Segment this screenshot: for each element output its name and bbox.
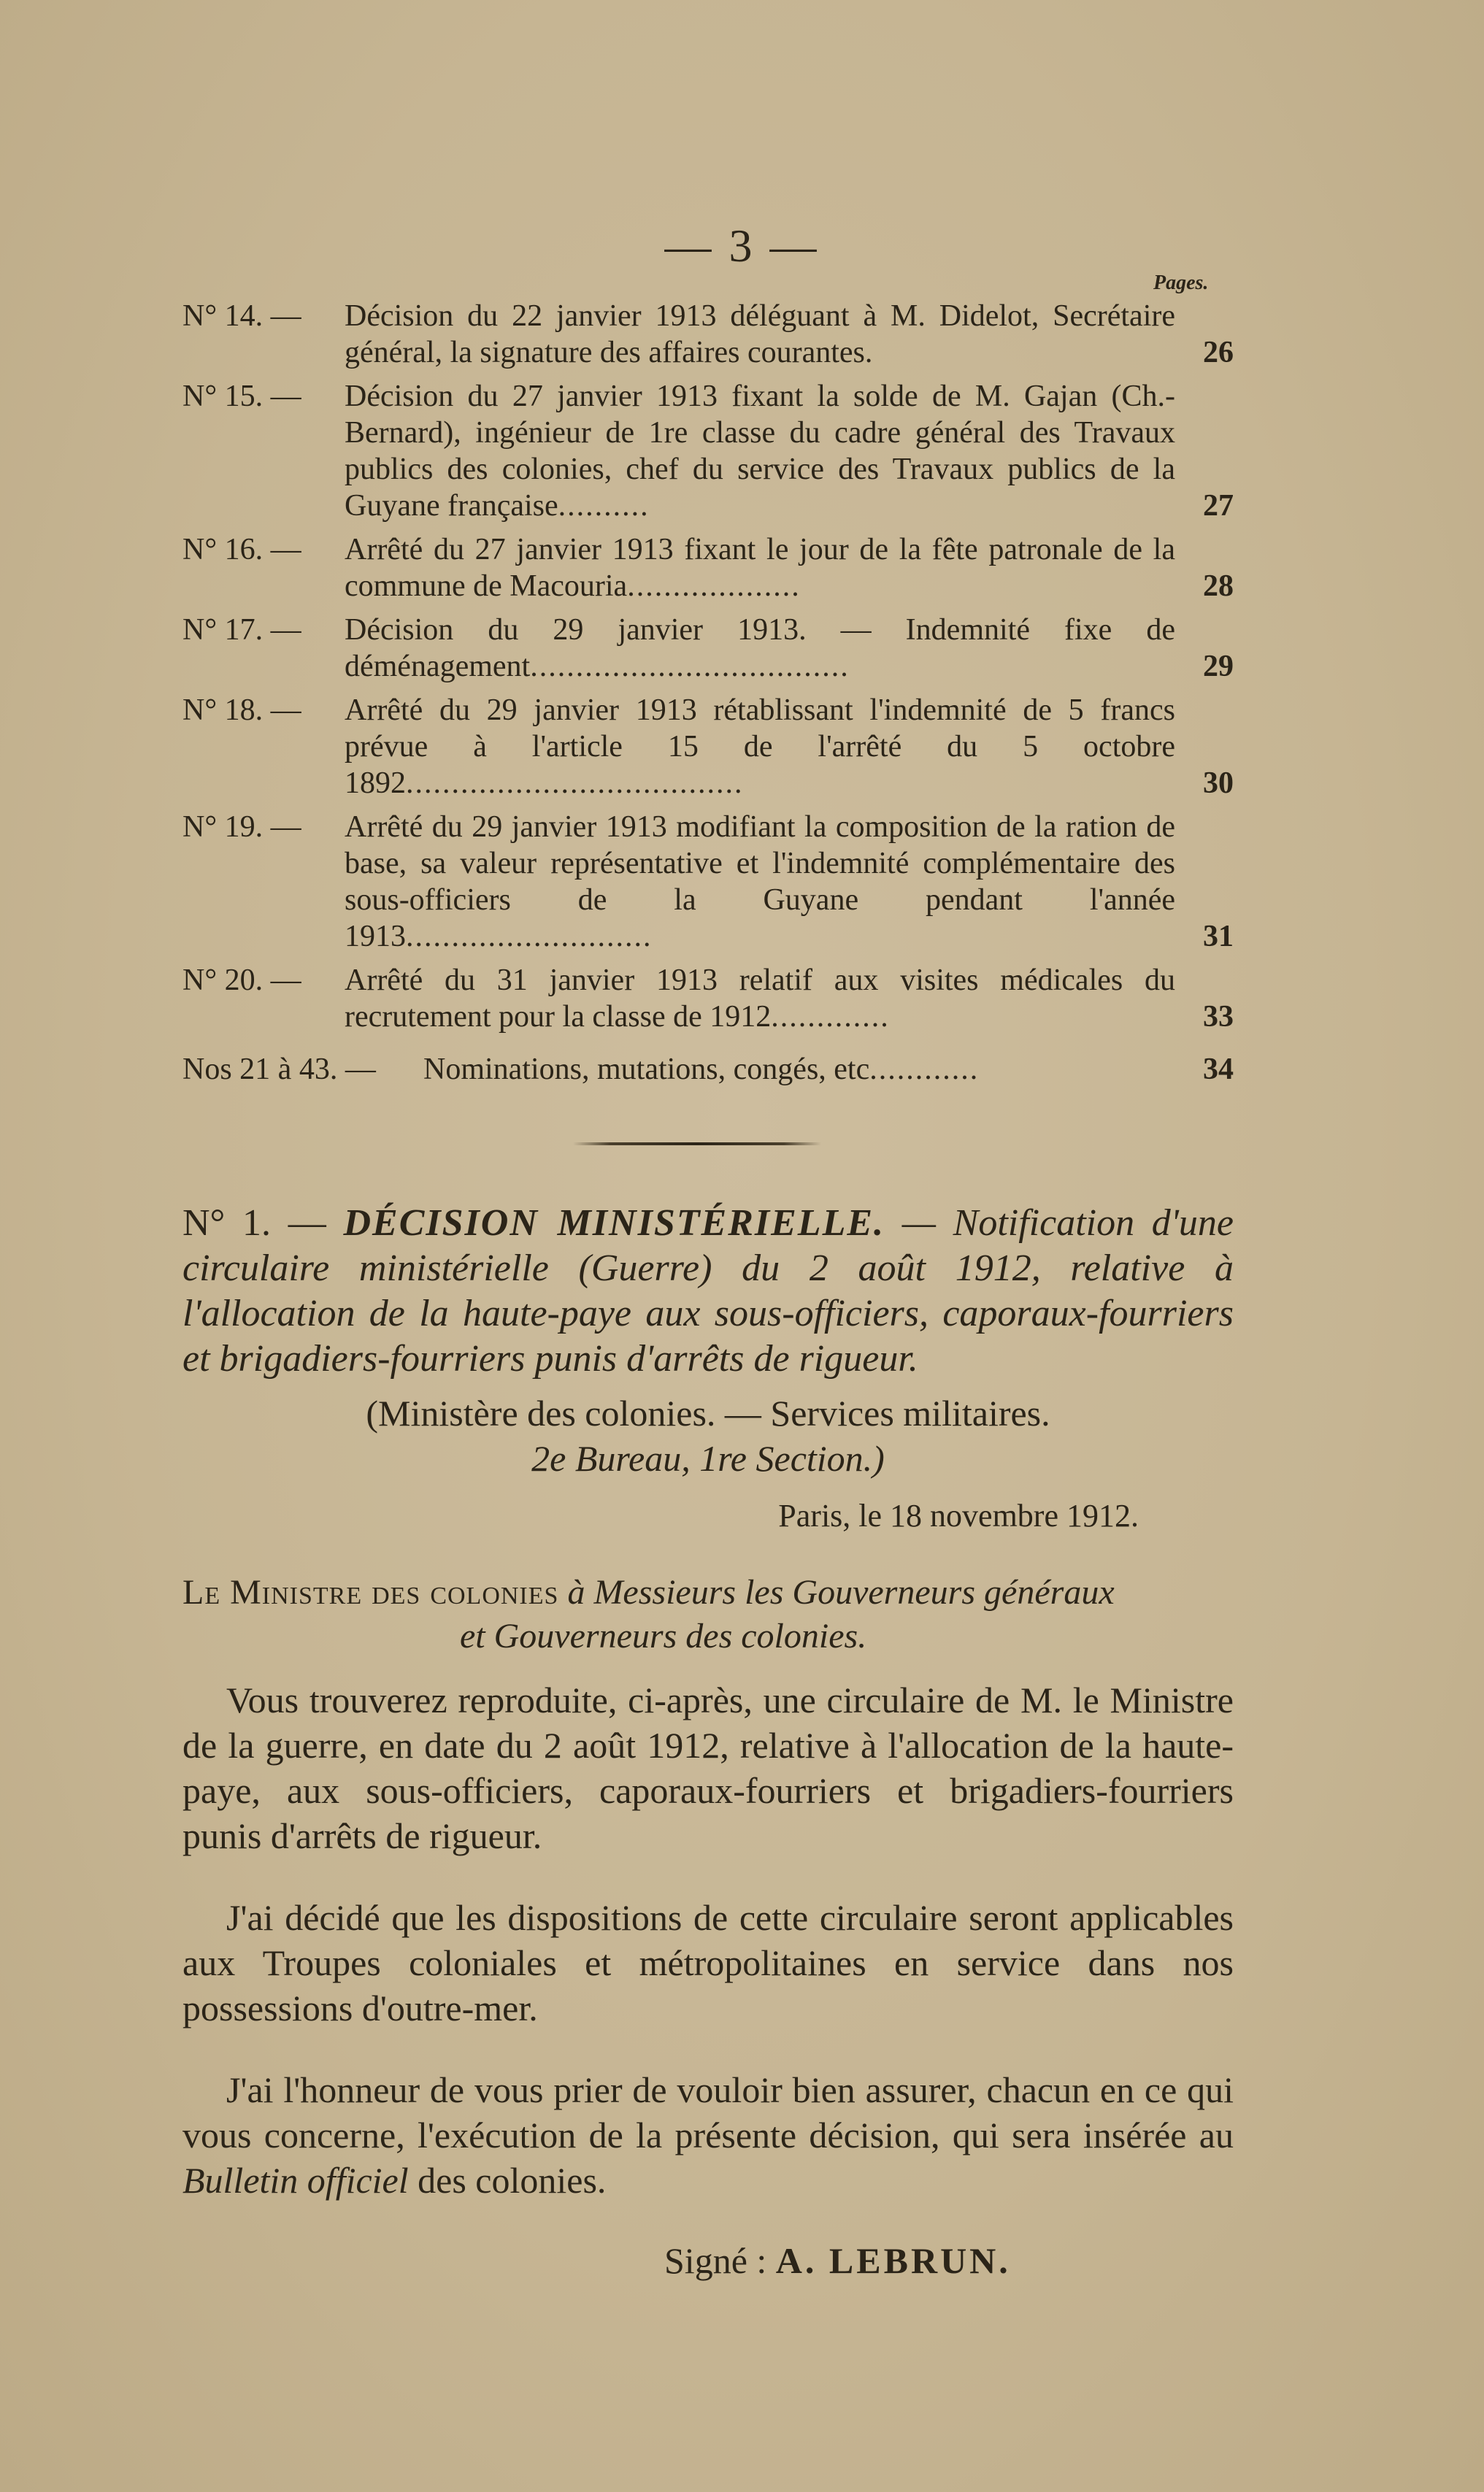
toc-entry-number: N° 17. —: [182, 613, 301, 647]
toc-entry-leader: ...................: [627, 569, 801, 603]
toc-entry-number: N° 18. —: [182, 693, 301, 727]
address-to-continued: et Gouverneurs des colonies.: [460, 1617, 867, 1655]
toc-entry-text: Arrêté du 27 janvier 1913 fixant le jour de la fête patronale de la commune de Macouria: [345, 533, 1175, 603]
decision-heading: [182, 1201, 1234, 1382]
toc-entry-text: Décision du 29 janvier 1913. — Indemnité fixe de déménagement: [345, 613, 1175, 683]
toc-entry: [182, 1051, 1234, 1088]
body-paragraph: [182, 2067, 1234, 2203]
toc-entry: [182, 378, 1234, 524]
toc-entry-text: Arrêté du 29 janvier 1913 modifiant la composition de la ration de base, sa valeur représentative et l'indemnité complémentaire des sous-officiers de la Guyane pendant l'année 1913: [345, 810, 1175, 953]
decision-number: N° 1. —: [182, 1202, 326, 1244]
toc-entry-leader: ............: [869, 1053, 980, 1086]
toc-entry-page: 29: [1203, 650, 1234, 683]
toc-entry-leader: .....................................: [406, 766, 744, 800]
toc-entry-page: 27: [1203, 489, 1234, 523]
toc-entry-text: Nominations, mutations, congés, etc: [423, 1053, 870, 1086]
toc-entry-number: N° 16. —: [182, 533, 301, 566]
toc-entry-text: Arrêté du 31 janvier 1913 relatif aux visites médicales du recrutement pour la classe de 1912: [345, 964, 1175, 1034]
toc-entry-leader: ...................................: [530, 650, 850, 683]
section-divider: [573, 1142, 821, 1145]
page-number: — 3 —: [664, 220, 820, 272]
paragraph-text: J'ai l'honneur de vous prier de vouloir bien assurer, chacun en ce qui vous concerne, l'exécution de la présente décision, qui sera insérée au: [182, 2069, 1234, 2155]
toc-entry-leader: .............: [771, 1000, 890, 1034]
toc-entry: [182, 962, 1234, 1035]
body-paragraph: J'ai décidé que les dispositions de cette circulaire seront applicables aux Troupes coloniales et métropolitaines en service dans nos possessions d'outre-mer.: [182, 1897, 1234, 2028]
body-paragraph: Vous trouverez reproduite, ci-après, une circulaire de M. le Ministre de la guerre, en date du 2 août 1912, relative à l'allocation de la haute-paye, aux sous-officiers, caporaux-fourriers et brigadiers-fourriers punis d'arrêts de rigueur.: [182, 1680, 1234, 1856]
pages-column-label: Pages.: [1153, 272, 1209, 294]
toc-entry-number: Nos 21 à 43. —: [182, 1053, 376, 1086]
signature: [664, 2239, 1234, 2282]
ministry-bureau: 2e Bureau, 1re Section.): [531, 1438, 885, 1479]
table-of-contents: [182, 298, 1234, 1095]
toc-entry-page: 30: [1203, 766, 1234, 800]
toc-entry-text: Décision du 22 janvier 1913 déléguant à M. Didelot, Secrétaire général, la signature des affaires courantes.: [345, 299, 1175, 369]
signature-label: Signé :: [664, 2240, 767, 2281]
toc-entry-page: 28: [1203, 569, 1234, 603]
toc-entry: [182, 612, 1234, 685]
toc-entry-text: Arrêté du 29 janvier 1913 rétablissant l'indemnité de 5 francs prévue à l'article 15 de l'arrêté du 5 octobre 1892: [345, 693, 1175, 800]
toc-entry: [182, 298, 1234, 371]
bulletin-title: Bulletin officiel: [182, 2160, 409, 2201]
signature-name: A. LEBRUN.: [775, 2240, 1011, 2281]
decision-body: [182, 1201, 1234, 2282]
place-date: Paris, le 18 novembre 1912.: [778, 1498, 1139, 1534]
paragraph-text-end: des colonies.: [408, 2160, 607, 2201]
toc-entry-number: N° 14. —: [182, 299, 301, 333]
decision-type: DÉCISION MINISTÉRIELLE.: [343, 1202, 885, 1244]
toc-entry-leader: ..........: [558, 489, 650, 523]
toc-entry-number: N° 15. —: [182, 380, 301, 413]
toc-entry: [182, 531, 1234, 604]
toc-entry-page: 26: [1203, 336, 1234, 369]
decision-subject: — Notification d'une circulaire ministérielle (Guerre) du 2 août 1912, relative à l'allocation de la haute-paye aux sous-officiers, caporaux-fourriers et brigadiers-fourriers punis d'arrêts de rigueur.: [182, 1202, 1234, 1380]
address-line: [182, 1571, 1234, 1658]
toc-entry-number: N° 20. —: [182, 964, 301, 997]
ministry-service: (Ministère des colonies. — Services militaires.: [366, 1393, 1050, 1434]
toc-entry-page: 33: [1203, 1000, 1234, 1034]
ministry-line: [182, 1391, 1234, 1481]
toc-entry-page: 31: [1203, 920, 1234, 953]
toc-entry-page: 34: [1203, 1053, 1234, 1086]
toc-entry-text: Décision du 27 janvier 1913 fixant la solde de M. Gajan (Ch.-Bernard), ingénieur de 1re classe du cadre général des Travaux publics des colonies, chef du service des Travaux publics de la Guyane française: [345, 380, 1175, 523]
address-to: à Messieurs les Gouverneurs généraux: [567, 1573, 1115, 1612]
toc-entry: [182, 692, 1234, 801]
toc-entry: [182, 809, 1234, 955]
toc-entry-number: N° 19. —: [182, 810, 301, 844]
toc-entry-leader: ...........................: [406, 920, 653, 953]
address-from: Le Ministre des colonies: [182, 1573, 559, 1612]
